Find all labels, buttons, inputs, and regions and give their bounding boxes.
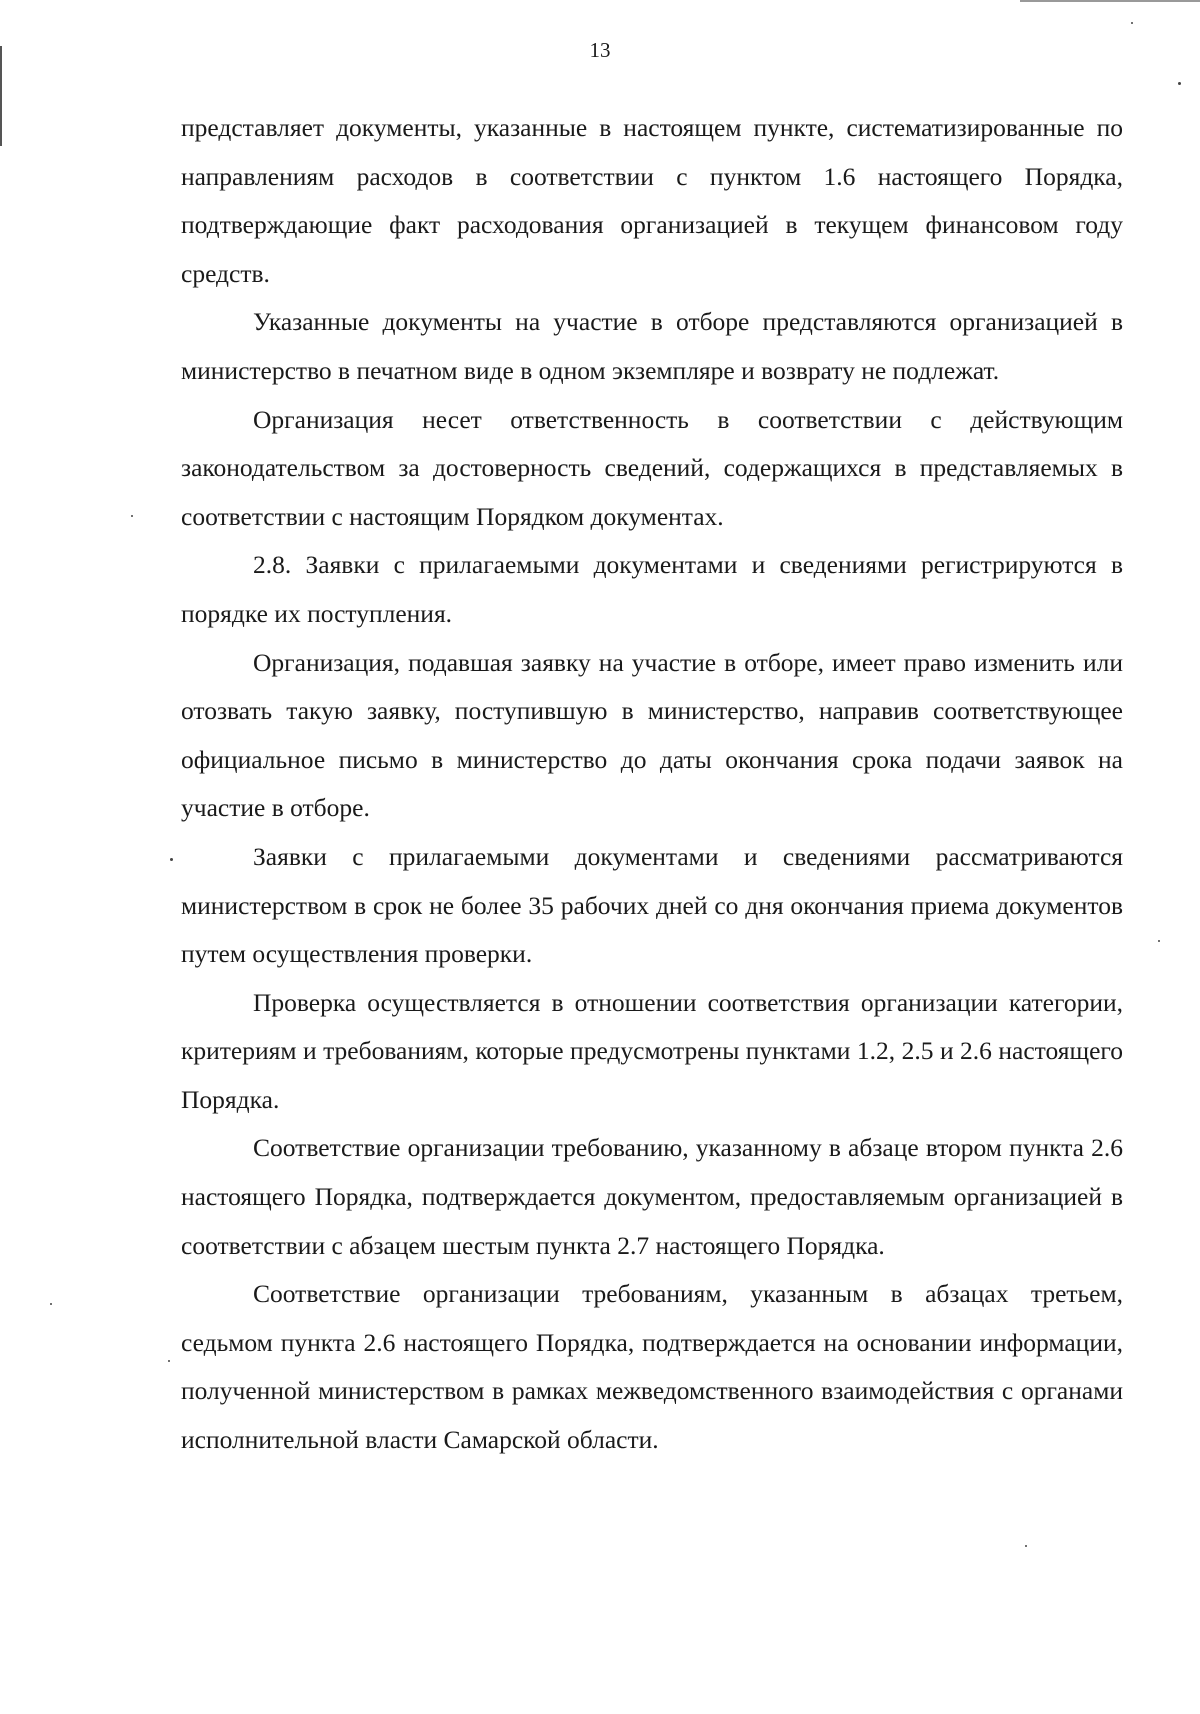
paragraph-review-term: Заявки с прилагаемыми документами и сведениями рассматриваются министерством в срок не более 35 рабочих дней со дня окончания приема документов путем осуществления проверки.: [181, 841, 1123, 969]
paragraph-documents-submission: Указанные документы на участие в отборе представляются организацией в министерство в печатном виде в одном экземпляре и возврату не подлежат.: [181, 307, 1123, 385]
scan-speck: [1025, 1545, 1027, 1547]
page-number: 13: [589, 38, 611, 62]
paragraph-2-8-registration: 2.8. Заявки с прилагаемыми документами и сведениями регистрируются в порядке их поступления.: [181, 550, 1123, 628]
paragraph-continuation: представляет документы, указанные в настоящем пункте, систематизированные по направлениям расходов в соответствии с пунктом 1.6 настоящего Порядка, подтверждающие факт расходования организацией в текущем финансовом году средств.: [181, 113, 1123, 288]
scan-speck: [168, 1360, 170, 1362]
scan-speck: [131, 515, 133, 517]
scan-edge-top: [1020, 0, 1200, 2]
document-body: [181, 104, 1123, 1465]
scan-speck: [1131, 22, 1133, 24]
scan-speck: [170, 858, 173, 861]
scan-speck: [1158, 940, 1160, 942]
paragraph-check-scope: Проверка осуществляется в отношении соответствия организации категории, критериям и требованиям, которые предусмотрены пунктами 1.2, 2.5 и 2.6 настоящего Порядка.: [181, 987, 1123, 1114]
paragraph-requirement-second: Соответствие организации требованию, указанному в абзаце втором пункта 2.6 настоящего Порядка, подтверждается документом, предоставляемым организацией в соответствии с абзацем шестым пункта 2.7 настоящего Порядка.: [181, 1133, 1123, 1260]
paragraph-withdrawal-right: Организация, подавшая заявку на участие в отборе, имеет право изменить или отозвать такую заявку, поступившую в министерство, направив соответствующее официальное письмо в министерство до даты окончания срока подачи заявок на участие в отборе.: [181, 647, 1123, 823]
scan-speck: [50, 1303, 52, 1305]
scan-speck: [1178, 82, 1181, 85]
paragraph-responsibility: Организация несет ответственность в соответствии с действующим законодательством за достоверность сведений, содержащихся в представляемых в соответствии с настоящим Порядком документах.: [181, 404, 1123, 531]
paragraph-requirement-third-seventh: Соответствие организации требованиям, указанным в абзацах третьем, седьмом пункта 2.6 настоящего Порядка, подтверждается на основании информации, полученной министерством в рамках межведомственного взаимодействия с органами исполнительной власти Самарской области.: [181, 1279, 1123, 1455]
